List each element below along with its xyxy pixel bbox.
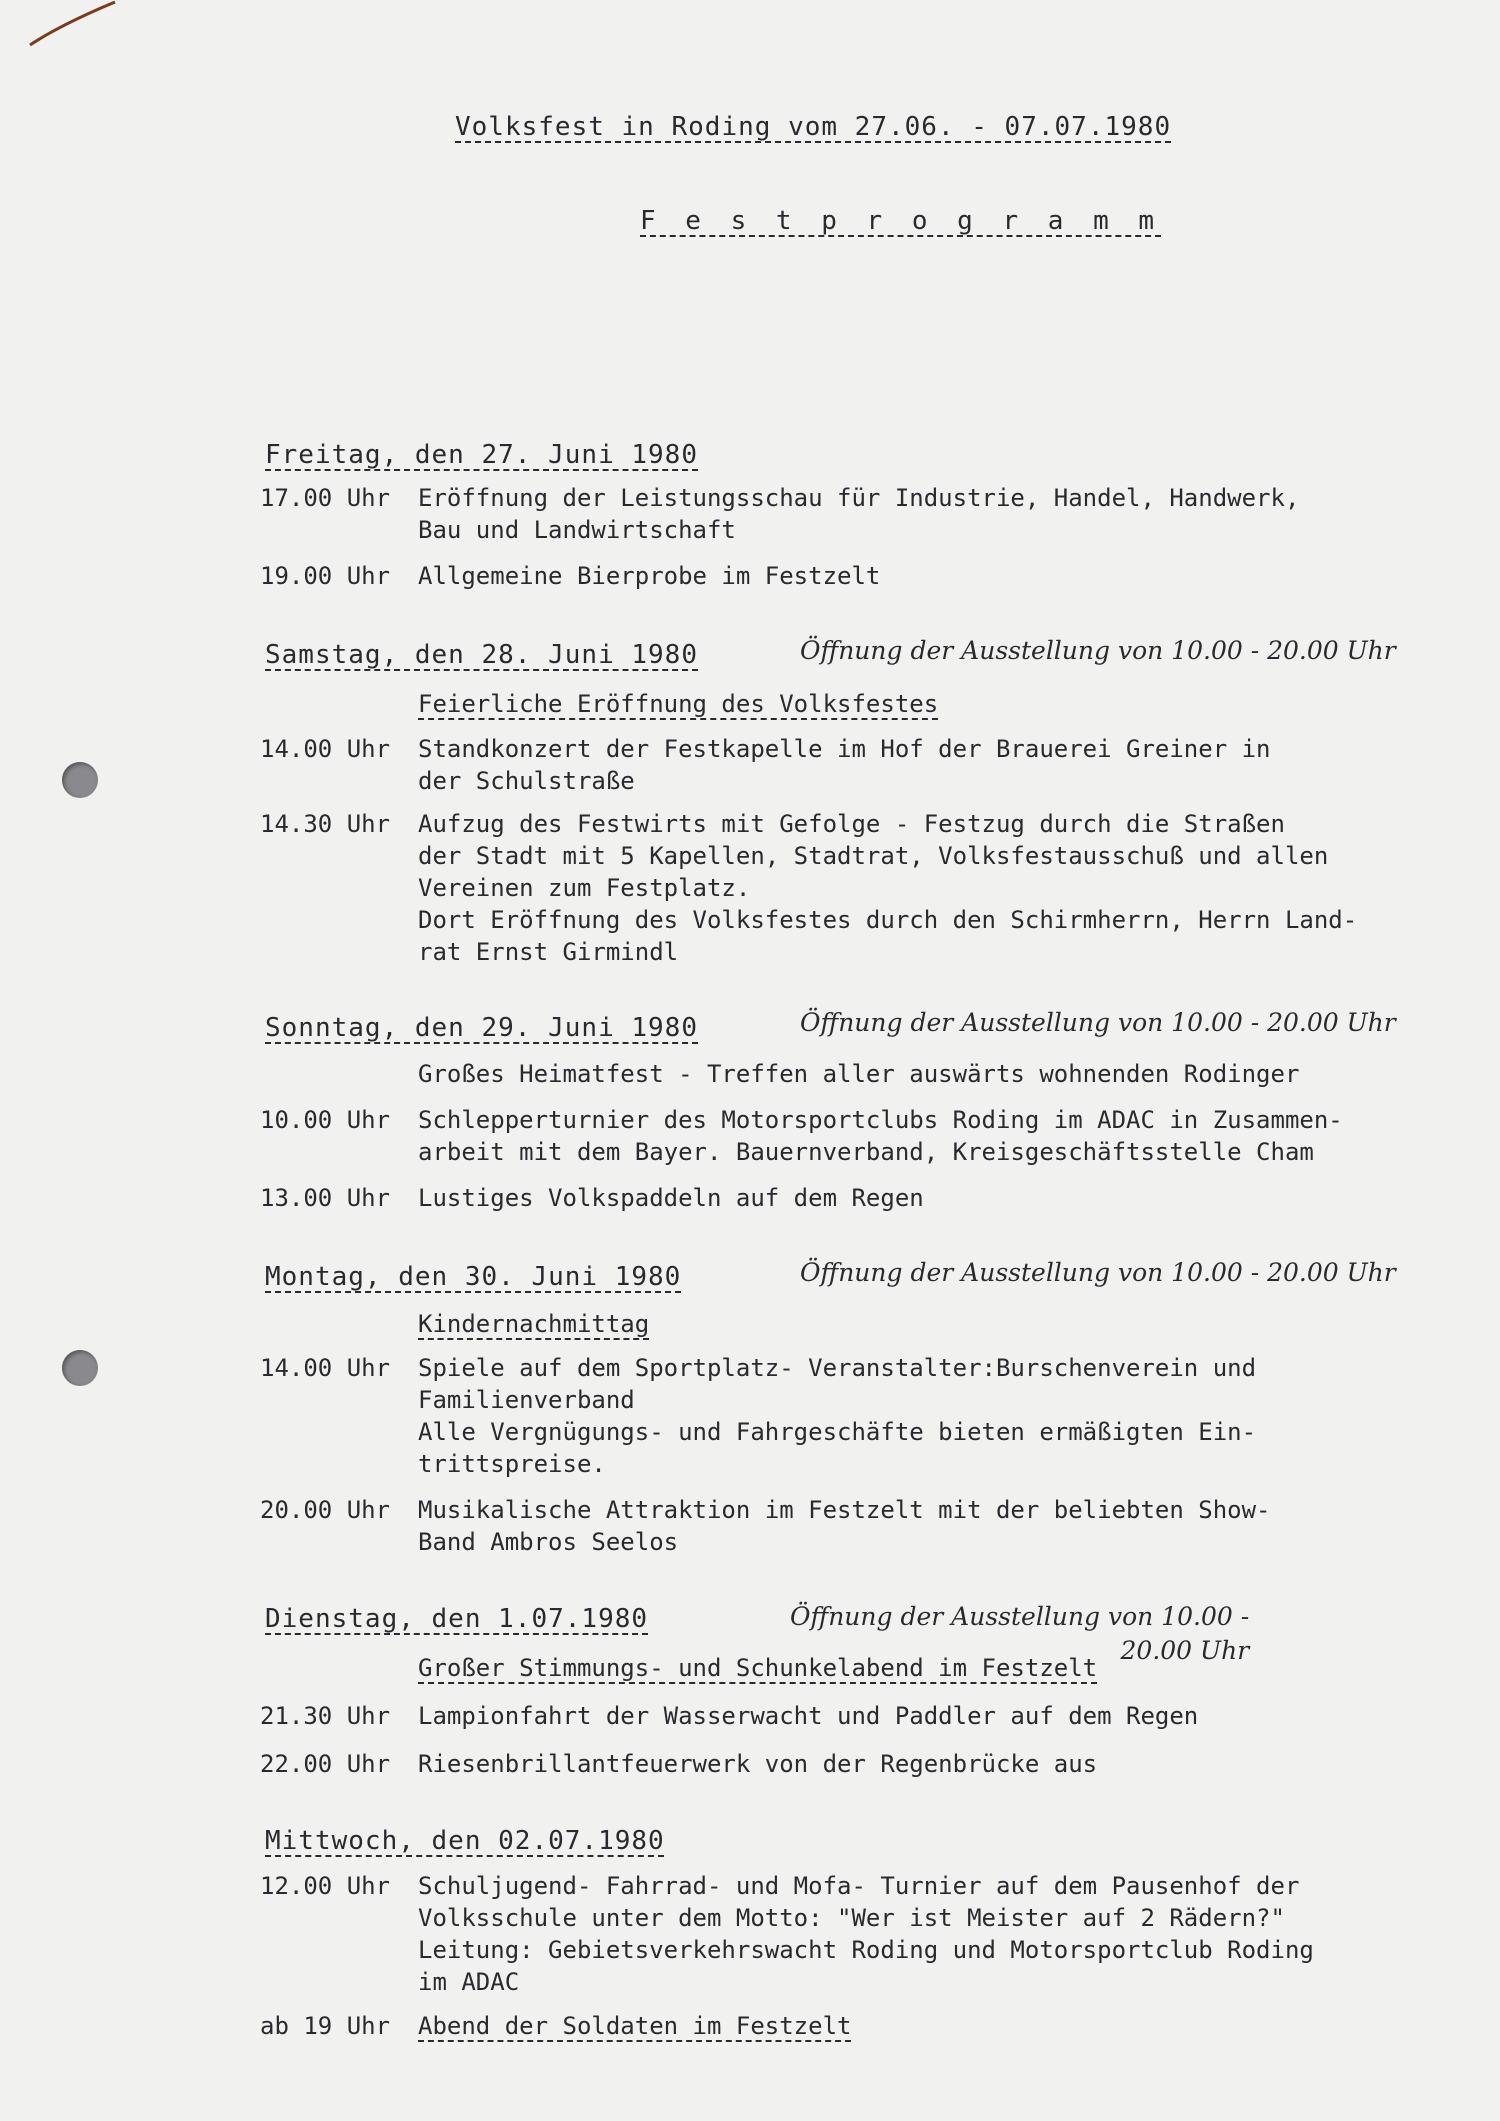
event-time: 14.30 Uhr (260, 810, 391, 838)
event-item (260, 1870, 1410, 1998)
event-text: Aufzug des Festwirts mit Gefolge - Festzug durch die Straßen der Stadt mit 5 Kapellen, Stadtrat, Volksfestausschuß und allen Vereinen zum Festplatz. Dort Eröffnung des Volksfestes durch den Schirmherrn, Herrn Land- rat Ernst Girmindl (418, 810, 1358, 966)
event-item (260, 1352, 1410, 1480)
event-text: Riesenbrillantfeuerwerk von der Regenbrücke aus (418, 1750, 1098, 1778)
event-item (260, 1748, 1410, 1780)
event-text: Standkonzert der Festkapelle im Hof der Brauerei Greiner in der Schulstraße (418, 735, 1271, 795)
day-heading-sunday: Sonntag, den 29. Juni 1980 (265, 1013, 698, 1043)
day-subtitle: Großer Stimmungs- und Schunkelabend im Festzelt (418, 1654, 1098, 1682)
event-text: Musikalische Attraktion im Festzelt mit der beliebten Show- Band Ambros Seelos (418, 1496, 1271, 1556)
event-item (260, 560, 1410, 592)
exhibition-hours-note: Öffnung der Ausstellung von 10.00 - 20.00 Uhr (800, 1008, 1396, 1037)
event-text: Lampionfahrt der Wasserwacht und Paddler auf dem Regen (418, 1702, 1199, 1730)
day-heading-monday: Montag, den 30. Juni 1980 (265, 1262, 682, 1292)
day-heading-tuesday: Dienstag, den 1.07.1980 (265, 1604, 649, 1634)
event-item (260, 1104, 1410, 1168)
event-text: Spiele auf dem Sportplatz- Veranstalter:Burschenverein und Familienverband Alle Vergnügungs- und Fahrgeschäfte bieten ermäßigten Ein- trittspreise. (418, 1354, 1257, 1478)
exhibition-hours-note: Öffnung der Ausstellung von 10.00 - 20.00 Uhr (790, 1602, 1250, 1665)
event-time: ab 19 Uhr (260, 2012, 391, 2040)
event-time: 17.00 Uhr (260, 484, 391, 512)
event-item (260, 2010, 1410, 2042)
event-item (260, 733, 1410, 797)
event-text: Schuljugend- Fahrrad- und Mofa- Turnier auf dem Pausenhof der Volksschule unter dem Motto: "Wer ist Meister auf 2 Rädern?" Leitung: Gebietsverkehrswacht Roding und Motorsportclub Roding im ADAC (418, 1872, 1314, 1996)
event-time: 22.00 Uhr (260, 1750, 391, 1778)
event-time: 19.00 Uhr (260, 562, 391, 590)
day-heading-saturday: Samstag, den 28. Juni 1980 (265, 640, 698, 670)
event-item (260, 1700, 1410, 1732)
event-text: Schlepperturnier des Motorsportclubs Roding im ADAC in Zusammen- arbeit mit dem Bayer. Bauernverband, Kreisgeschäftsstelle Cham (418, 1106, 1343, 1166)
event-time: 14.00 Uhr (260, 735, 391, 763)
event-text: Eröffnung der Leistungsschau für Industrie, Handel, Handwerk, Bau und Landwirtschaft (418, 484, 1300, 544)
pen-mark (20, 0, 140, 60)
exhibition-hours-note: Öffnung der Ausstellung von 10.00 - 20.00 Uhr (800, 636, 1396, 665)
event-time: 10.00 Uhr (260, 1106, 391, 1134)
event-time: 21.30 Uhr (260, 1702, 391, 1730)
exhibition-hours-note: Öffnung der Ausstellung von 10.00 - 20.00 Uhr (800, 1258, 1396, 1287)
event-time: 12.00 Uhr (260, 1872, 391, 1900)
event-time: 20.00 Uhr (260, 1496, 391, 1524)
event-text: Lustiges Volkspaddeln auf dem Regen (418, 1184, 924, 1212)
event-item (260, 808, 1410, 968)
event-item (260, 1494, 1410, 1558)
document-title: Volksfest in Roding vom 27.06. - 07.07.1980 (455, 112, 1172, 142)
document-subtitle: F e s t p r o g r a m m (640, 206, 1162, 236)
event-time: 13.00 Uhr (260, 1184, 391, 1212)
event-item (260, 1182, 1410, 1214)
day-subtitle: Großes Heimatfest - Treffen aller auswärts wohnenden Rodinger (418, 1060, 1300, 1088)
event-time: 14.00 Uhr (260, 1354, 391, 1382)
event-text: Abend der Soldaten im Festzelt (418, 2012, 852, 2040)
event-text: Allgemeine Bierprobe im Festzelt (418, 562, 881, 590)
day-subtitle: Kindernachmittag (418, 1310, 650, 1338)
day-heading-friday: Freitag, den 27. Juni 1980 (265, 440, 698, 470)
punch-hole-top (62, 762, 98, 798)
day-subtitle: Feierliche Eröffnung des Volksfestes (418, 690, 939, 718)
day-heading-wednesday: Mittwoch, den 02.07.1980 (265, 1826, 665, 1856)
punch-hole-bottom (62, 1350, 98, 1386)
event-item (260, 482, 1410, 546)
